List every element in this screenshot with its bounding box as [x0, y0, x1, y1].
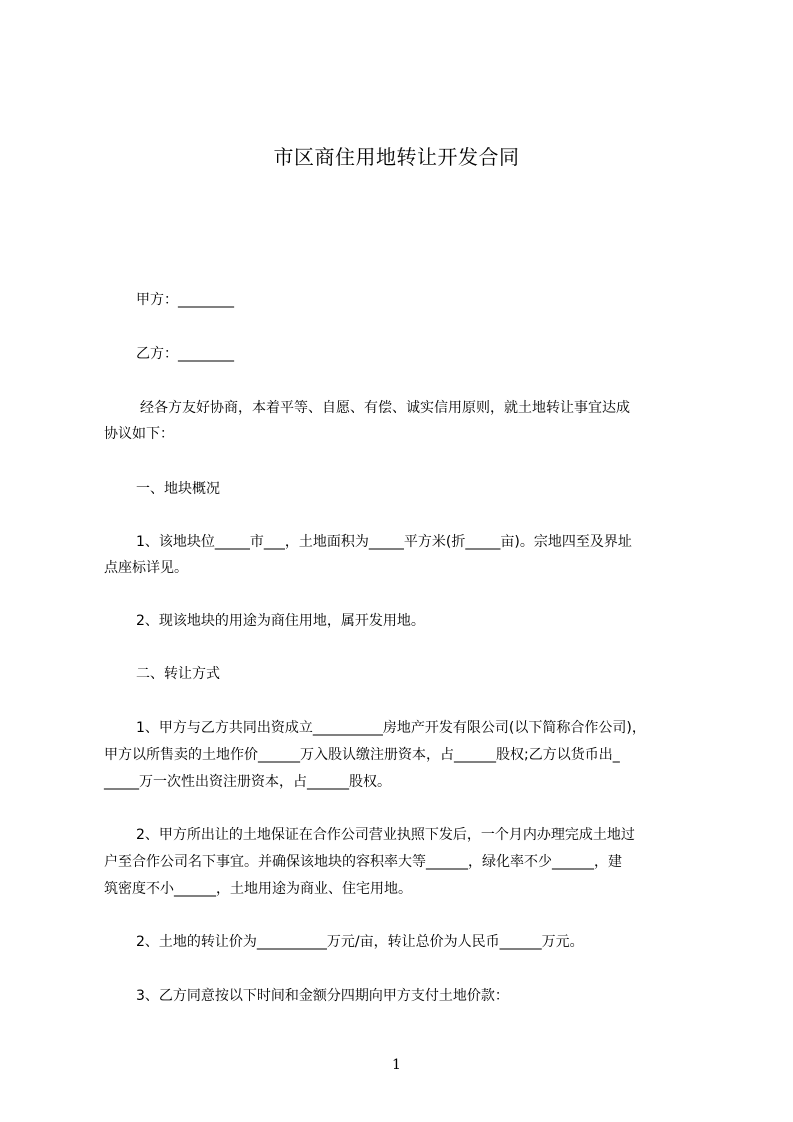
section-1-clause-1-line-1: 1、该地块位_____市___，土地面积为_____平方米(折_____亩)。宗地四至及界址: [136, 534, 632, 550]
section-1-heading: 一、地块概况: [136, 481, 220, 497]
section-2-clause-2-line-2: 户至合作公司名下事宜。并确保该地块的容积率大等______，绿化率不少______，建: [104, 854, 622, 870]
section-2-clause-2-line-1: 2、甲方所出让的土地保证在合作公司营业执照下发后，一个月内办理完成土地过: [136, 827, 635, 843]
document-title: 市区商住用地转让开发合同: [273, 145, 520, 169]
section-2-clause-1-line-1: 1、甲方与乙方共同出资成立__________房地产开发有限公司(以下简称合作公司)，: [136, 720, 646, 736]
party-b-line: 乙方：________: [136, 346, 234, 362]
section-1-clause-1-line-2: 点座标详见。: [104, 560, 188, 576]
section-2-clause-4: 3、乙方同意按以下时间和金额分四期向甲方支付土地价款：: [136, 988, 509, 1004]
preamble-line-2: 协议如下：: [104, 426, 174, 442]
preamble-line-1: 经各方友好协商，本着平等、自愿、有偿、诚实信用原则，就土地转让事宜达成: [140, 400, 630, 416]
section-1-clause-2: 2、现该地块的用途为商住用地，属开发用地。: [136, 613, 425, 629]
section-2-clause-3: 2、土地的转让价为__________万元/亩，转让总价为人民币______万元。: [136, 934, 584, 950]
page-number: 1: [392, 1057, 401, 1073]
section-2-clause-2-line-3: 筑密度不小______，土地用途为商业、住宅用地。: [104, 881, 412, 897]
party-a-line: 甲方：________: [136, 292, 234, 308]
section-2-heading: 二、转让方式: [136, 666, 220, 682]
section-2-clause-1-line-3: _____万一次性出资注册资本，占______股权。: [104, 774, 391, 790]
section-2-clause-1-line-2: 甲方以所售卖的土地作价______万入股认缴注册资本，占______股权;乙方以货币出_: [104, 747, 620, 763]
